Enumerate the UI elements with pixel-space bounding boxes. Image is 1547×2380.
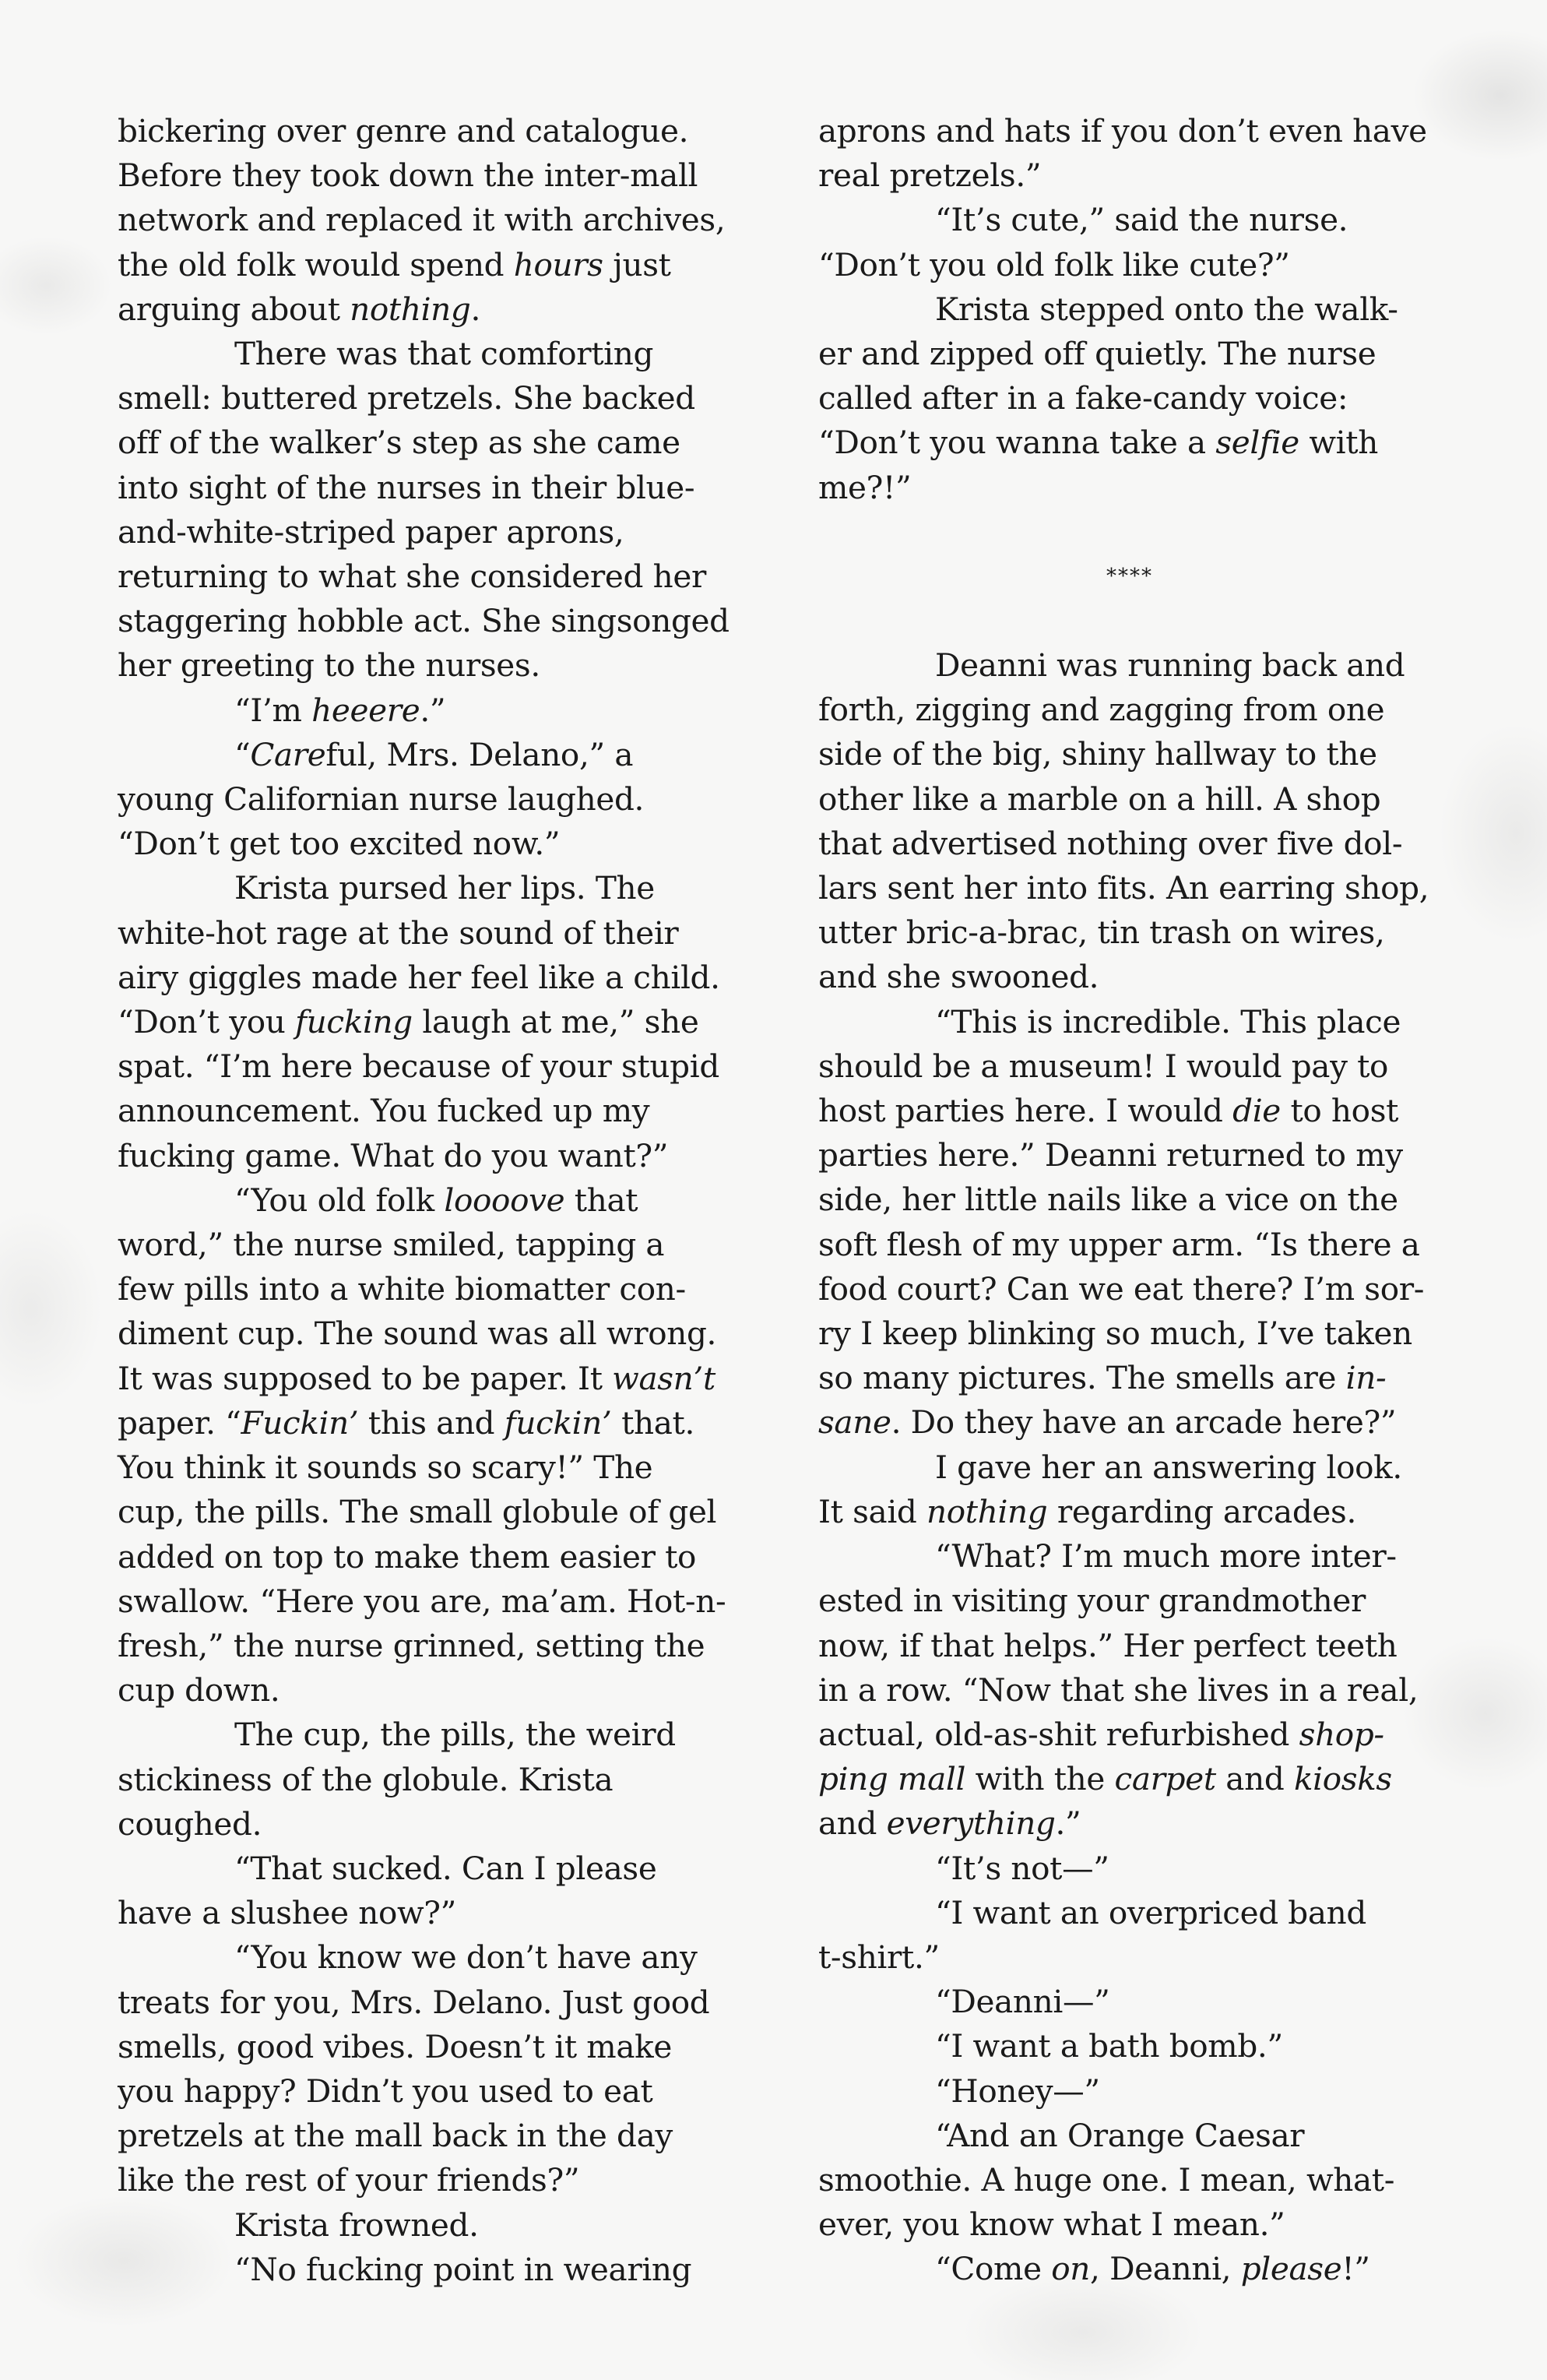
text-line: real pretzels.” <box>818 157 1042 195</box>
text-line: me?!” <box>818 468 912 506</box>
text-line: and she swooned. <box>818 958 1099 996</box>
text-line: “What? I’m much more inter- <box>935 1537 1397 1576</box>
text-line: and-white-striped paper aprons, <box>118 512 624 551</box>
text-line: Before they took down the inter-mall <box>118 157 698 195</box>
text-line: treats for you, Mrs. Delano. Just good <box>118 1983 710 2021</box>
text-line: forth, zigging and zagging from one <box>818 691 1385 729</box>
text-line: Krista frowned. <box>234 2206 479 2244</box>
text-line: her greeting to the nurses. <box>118 646 540 685</box>
text-line: soft flesh of my upper arm. “Is there a <box>818 1225 1420 1263</box>
text-line: “Don’t you fucking laugh at me,” she <box>118 1003 699 1041</box>
text-line: stickiness of the globule. Krista <box>118 1760 614 1798</box>
right-column <box>818 109 1441 2292</box>
text-line: side, her little nails like a vice on the <box>818 1181 1398 1219</box>
text-line: Krista stepped onto the walk- <box>935 290 1398 328</box>
text-line: you happy? Didn’t you used to eat <box>118 2072 653 2110</box>
text-line: “Don’t you old folk like cute?” <box>818 245 1290 283</box>
text-line: actual, old-as-shit refurbished shop- <box>818 1715 1384 1753</box>
text-line: staggering hobble act. She singsonged <box>118 602 730 640</box>
text-line: Deanni was running back and <box>935 646 1405 685</box>
text-line: returning to what she considered her <box>118 558 706 596</box>
text-line: should be a museum! I would pay to <box>818 1047 1389 1085</box>
text-line: Krista pursed her lips. The <box>234 869 655 907</box>
text-line: lars sent her into fits. An earring shop, <box>818 869 1429 907</box>
text-line: “Careful, Mrs. Delano,” a <box>234 735 634 773</box>
text-line: airy giggles made her feel like a child. <box>118 958 720 996</box>
text-line: “It’s cute,” said the nurse. <box>935 201 1348 239</box>
text-line: arguing about nothing. <box>118 290 481 328</box>
text-line: ping mall with the carpet and kiosks <box>818 1760 1392 1798</box>
text-line: off of the walker’s step as she came <box>118 424 680 462</box>
text-line: cup down. <box>118 1671 280 1709</box>
text-line: It said nothing regarding arcades. <box>818 1492 1357 1530</box>
text-line: like the rest of your friends?” <box>118 2161 580 2199</box>
text-line: ever, you know what I mean.” <box>818 2206 1285 2244</box>
text-line: in a row. “Now that she lives in a real, <box>818 1671 1419 1709</box>
text-line: utter bric-a-brac, tin trash on wires, <box>818 914 1385 952</box>
text-line: few pills into a white biomatter con- <box>118 1270 686 1308</box>
text-line: into sight of the nurses in their blue- <box>118 468 695 506</box>
text-line: “You know we don’t have any <box>234 1938 698 1977</box>
text-line: young Californian nurse laughed. <box>118 780 645 819</box>
text-line: t-shirt.” <box>818 1938 940 1976</box>
text-line: There was that comforting <box>234 335 654 373</box>
text-line: called after in a fake-candy voice: <box>818 379 1348 417</box>
text-line: food court? Can we eat there? I’m sor- <box>818 1269 1425 1308</box>
text-line: side of the big, shiny hallway to the <box>818 735 1377 773</box>
text-line: I gave her an answering look. <box>935 1448 1402 1486</box>
text-line: “And an Orange Caesar <box>935 2116 1305 2154</box>
text-line: You think it sounds so scary!” The <box>118 1449 653 1487</box>
text-line: ested in visiting your grandmother <box>818 1582 1366 1620</box>
text-line: er and zipped off quietly. The nurse <box>818 335 1376 373</box>
text-line: pretzels at the mall back in the day <box>118 2117 673 2155</box>
text-line: “Don’t you wanna take a selfie with <box>818 424 1378 462</box>
text-line: network and replaced it with archives, <box>118 201 726 239</box>
left-column <box>118 109 740 2292</box>
text-line: It was supposed to be paper. It wasn’t <box>118 1359 715 1397</box>
text-line: paper. “Fuckin’ this and fuckin’ that. <box>118 1403 694 1442</box>
text-line: now, if that helps.” Her perfect teeth <box>818 1626 1398 1664</box>
text-line: “That sucked. Can I please <box>234 1849 657 1887</box>
text-line: host parties here. I would die to host <box>818 1092 1399 1130</box>
text-line: white-hot rage at the sound of their <box>118 914 679 952</box>
text-line: cup, the pills. The small globule of gel <box>118 1493 717 1531</box>
text-line: swallow. “Here you are, ma’am. Hot-n- <box>118 1582 726 1620</box>
text-line: fucking game. What do you want?” <box>118 1136 669 1174</box>
text-line: that advertised nothing over five dol- <box>818 824 1403 862</box>
text-line: “I’m heeere.” <box>234 691 446 729</box>
text-line: other like a marble on a hill. A shop <box>818 780 1381 818</box>
blank-line <box>818 510 1441 555</box>
text-line: the old folk would spend hours just <box>118 245 671 283</box>
text-line: “I want a bath bomb.” <box>935 2027 1283 2065</box>
text-line: “Come on, Deanni, please!” <box>935 2250 1370 2288</box>
text-line: spat. “I’m here because of your stupid <box>118 1047 719 1086</box>
text-line: word,” the nurse smiled, tapping a <box>118 1226 665 1264</box>
text-line: “Honey—” <box>935 2072 1100 2110</box>
text-line: so many pictures. The smells are in- <box>818 1359 1387 1397</box>
text-line: announcement. You fucked up my <box>118 1092 650 1130</box>
text-line: The cup, the pills, the weird <box>234 1716 676 1754</box>
text-line: ry I keep blinking so much, I’ve taken <box>818 1315 1412 1353</box>
text-line: “Deanni—” <box>935 1983 1110 2021</box>
text-line: have a slushee now?” <box>118 1894 457 1932</box>
text-line: smell: buttered pretzels. She backed <box>118 379 695 417</box>
text-line: parties here.” Deanni returned to my <box>818 1136 1403 1174</box>
section-break: **** <box>1106 564 1153 588</box>
text-line: smoothie. A huge one. I mean, what- <box>818 2160 1395 2199</box>
text-line: and everything.” <box>818 1804 1081 1843</box>
text-line: “This is incredible. This place <box>935 1002 1401 1040</box>
text-line: diment cup. The sound was all wrong. <box>118 1315 717 1353</box>
text-line: “It’s not—” <box>935 1849 1109 1887</box>
text-line: “Don’t get too excited now.” <box>118 825 561 863</box>
blank-line <box>818 599 1441 643</box>
text-line: sane. Do they have an arcade here?” <box>818 1403 1397 1442</box>
text-line: bickering over genre and catalogue. <box>118 112 689 150</box>
text-line: smells, good vibes. Doesn’t it make <box>118 2027 672 2065</box>
text-line: “I want an overpriced band <box>935 1893 1366 1931</box>
text-line: coughed. <box>118 1804 262 1843</box>
text-line: added on top to make them easier to <box>118 1537 697 1576</box>
text-line: aprons and hats if you don’t even have <box>818 112 1427 150</box>
text-line: “No fucking point in wearing <box>234 2250 692 2288</box>
text-line: fresh,” the nurse grinned, setting the <box>118 1626 705 1664</box>
text-line: “You old folk loooove that <box>234 1181 638 1219</box>
